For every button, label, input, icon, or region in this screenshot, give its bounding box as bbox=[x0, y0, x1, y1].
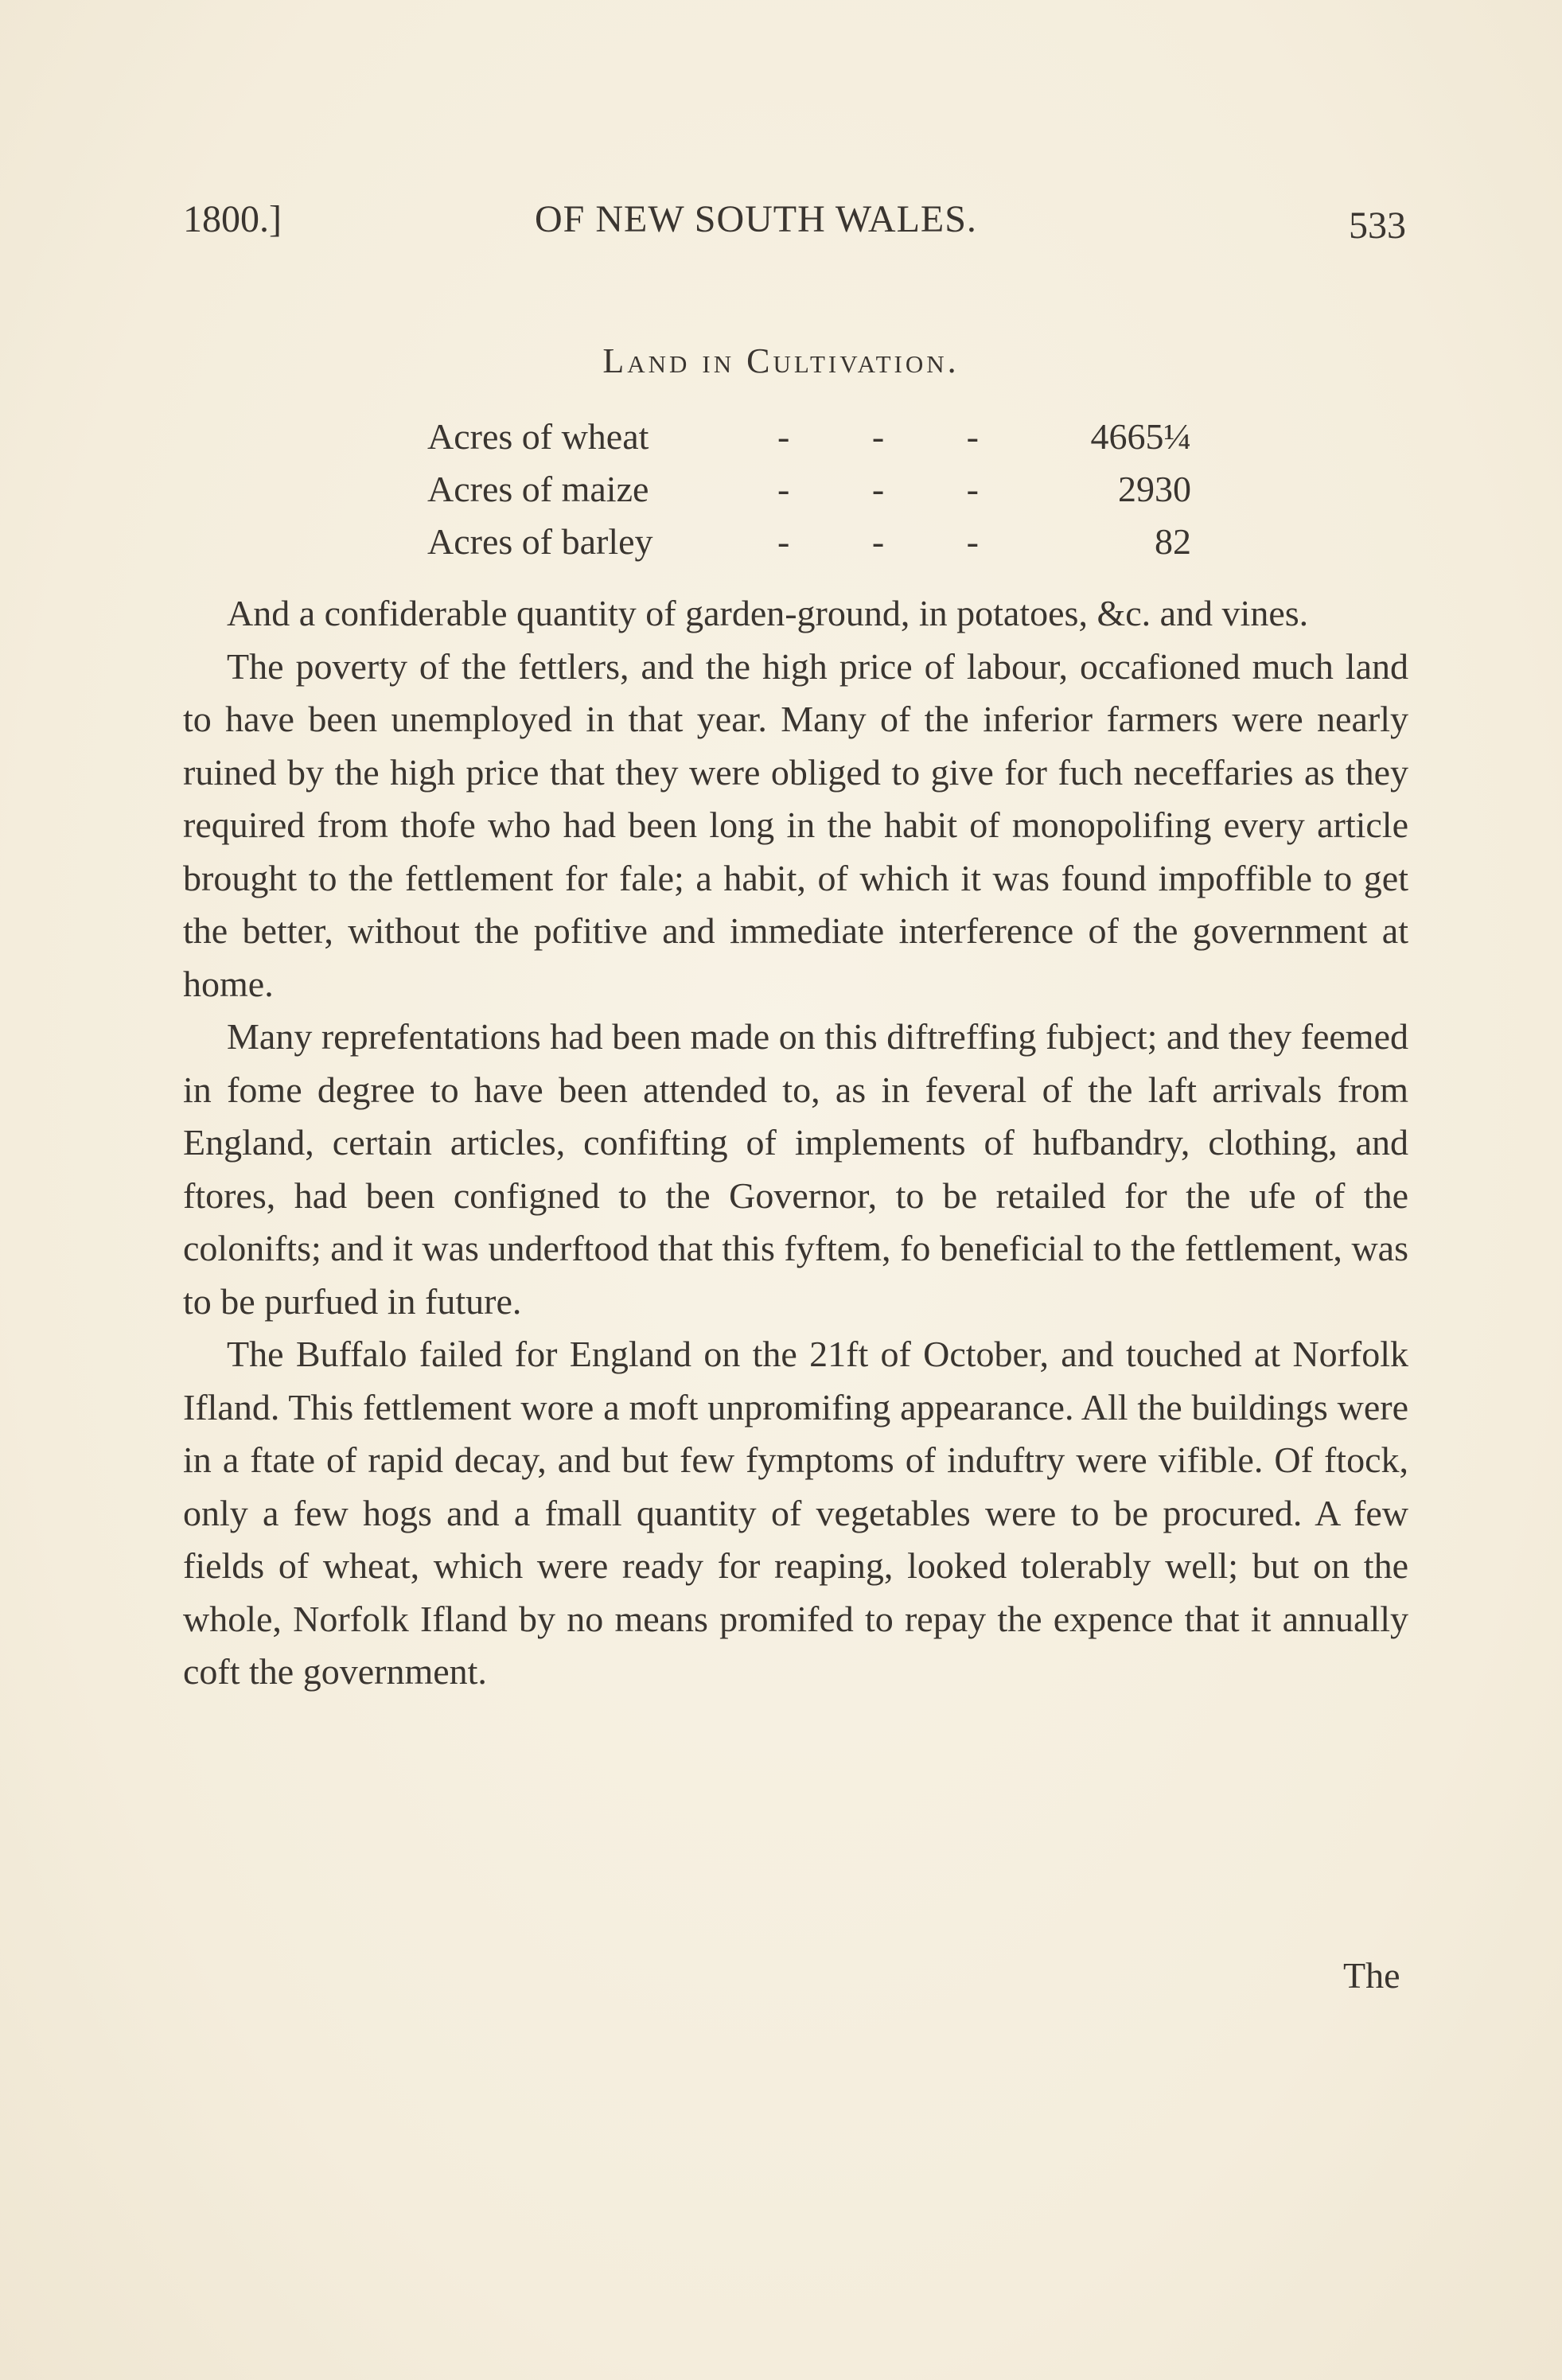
crop-dashes: - - - bbox=[777, 469, 1015, 509]
catchword: The bbox=[1343, 1955, 1400, 1996]
paragraph-representations: Many reprefentations had been made on this diftreffing fubject; and they feemed in fome degree to have been attended to, as in feveral of the laft arrivals from England, certain articles, confifting of implements of hufbandry, clothing, and ftores, had been configned to the Governor, to be retailed for the ufe of the colonifts; and it was underftood that this fyftem, fo beneficial to the fettlement, was to be purfued in future. bbox=[183, 1016, 1408, 1322]
running-head-title: OF NEW SOUTH WALES. bbox=[535, 198, 977, 240]
crop-dashes: - - - bbox=[777, 416, 1015, 457]
crop-row-maize bbox=[427, 468, 1191, 520]
running-head-year: 1800.] bbox=[183, 198, 282, 240]
page-number: 533 bbox=[1349, 205, 1406, 247]
paragraph-garden-ground: And a confiderable quantity of garden-ground, in potatoes, &c. and vines. bbox=[227, 593, 1309, 633]
crop-value: 4665¼ bbox=[1090, 416, 1191, 457]
crop-value: 2930 bbox=[1118, 469, 1191, 509]
crop-label: Acres of barley bbox=[427, 521, 653, 562]
paragraph-buffalo-norfolk-island: The Buffalo failed for England on the 21ft of October, and touched at Norfolk Ifland. This fettlement wore a moft unpromifing appearance. All the buildings were in a ftate of rapid decay, and but few fymptoms of induftry were vifible. Of ftock, only a few hogs and a fmall quantity of vegetables were to be procured. A few fields of wheat, which were ready for reaping, looked tolerably well; but on the whole, Norfolk Ifland by no means promifed to repay the expence that it annually coft the government. bbox=[183, 1334, 1408, 1692]
crop-value: 82 bbox=[1155, 521, 1191, 562]
section-title bbox=[0, 341, 1562, 381]
crop-row-wheat bbox=[427, 415, 1191, 468]
crop-label: Acres of wheat bbox=[427, 416, 649, 457]
paragraph-poverty-of-settlers: The poverty of the fettlers, and the high price of labour, occafioned much land to have been unemployed in that year. Many of the inferior farmers were nearly ruined by the high price that they were obliged to give for fuch neceffaries as they required from thofe who had been long in the habit of monopolifing every article brought to the fettlement for fale; a habit, of which it was found impoffible to get the better, without the pofitive and immediate interference of the government at home. bbox=[183, 645, 1408, 1004]
section-title-text: Land in Cultivation. bbox=[602, 341, 960, 380]
body-text bbox=[183, 587, 1408, 1699]
crop-label: Acres of maize bbox=[427, 469, 649, 509]
crop-row-barley bbox=[427, 520, 1191, 573]
crop-dashes: - - - bbox=[777, 521, 1015, 562]
running-head bbox=[183, 197, 1424, 253]
crop-table bbox=[427, 415, 1191, 573]
